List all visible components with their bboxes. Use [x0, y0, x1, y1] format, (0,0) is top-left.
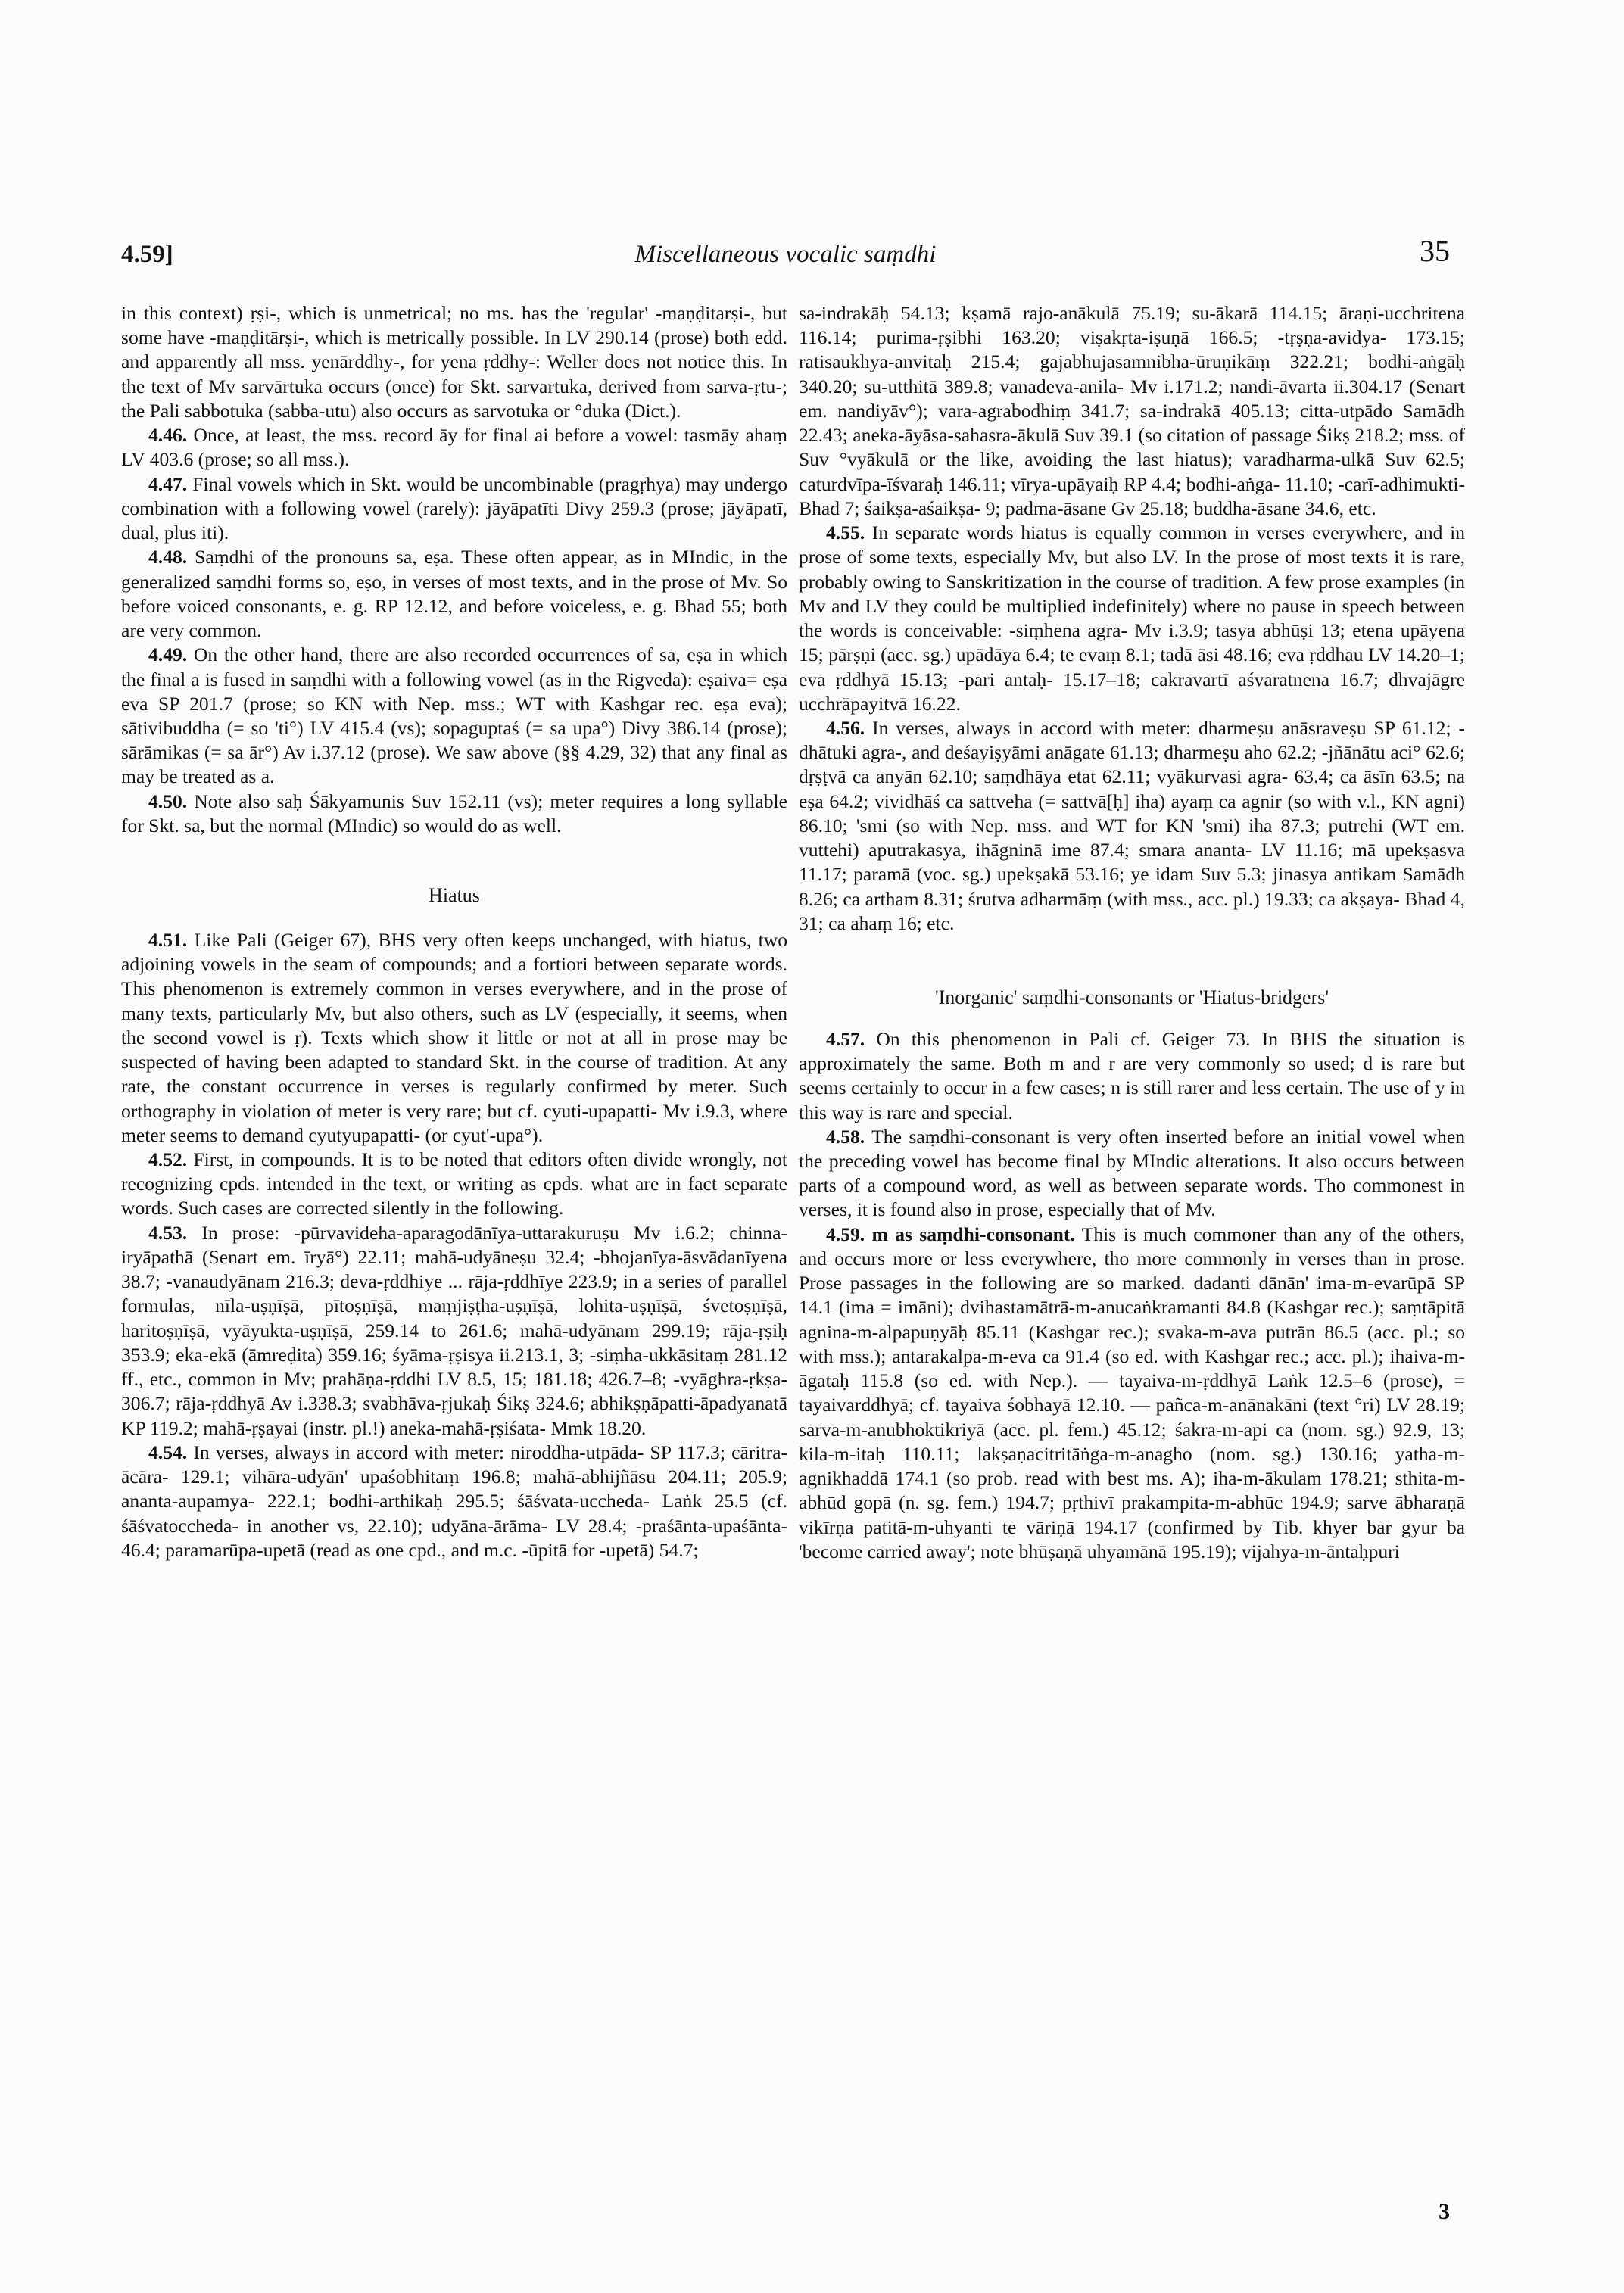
paragraph-number: 4.52.: [148, 1148, 188, 1171]
paragraph-4-54: [121, 1441, 787, 1562]
paragraph-text: The saṃdhi-consonant is very often inserted before an initial vowel when the preceding vowel has become final by MIndic alterations. It also occurs between parts of a compound word, as well as between separate words. Tho commonest in verses, it is found also in prose, especially that of Mv.: [799, 1125, 1465, 1221]
paragraph-number: 4.57.: [826, 1027, 865, 1050]
paragraph-number: 4.59.: [826, 1223, 865, 1245]
paragraph-4-46: [121, 423, 787, 472]
paragraph-heading: m as saṃdhi-consonant.: [871, 1223, 1075, 1245]
paragraph-4-51: [121, 928, 787, 1148]
paragraph-text: First, in compounds. It is to be noted that editors often divide wrongly, not recognizing cpds. intended in the text, or writing as cpds. what are in fact separate words. Such cases are corrected silently in the following.: [121, 1148, 787, 1220]
paragraph-number: 4.56.: [826, 716, 865, 739]
paragraph-text: Final vowels which in Skt. would be uncombinable (pragṛhya) may undergo combination with a following vowel (rarely): jāyāpatīti Divy 259.3 (prose; jāyāpatī, dual, plus iti).: [121, 472, 787, 544]
section-heading-inorganic: 'Inorganic' saṃdhi-consonants or 'Hiatus-bridgers': [934, 986, 1329, 1009]
paragraph-text: In verses, always in accord with meter: niroddha-utpāda- SP 117.3; cāritra-ācāra- 129.1; vihāra-udyān' upaśobhitaṃ 196.8; mahā-abhijñāsu 204.11; 205.9; ananta-aupamya- 222.1; bodhi-arthikaḥ 295.5; śāśvata-uccheda- Laṅk 25.5 (cf. śāśvatoccheda- in another vs, 22.10); udyāna-ārāma- LV 28.4; -praśānta-upaśānta- 46.4; paramarūpa-upetā (read as one cpd., and m.c. -ūpitā for -upetā) 54.7;: [121, 1441, 787, 1561]
section-heading-hiatus: Hiatus: [429, 884, 480, 907]
paragraph-4-49: [121, 643, 787, 789]
paragraph-number: 4.58.: [826, 1125, 865, 1148]
left-column: [121, 301, 787, 1562]
paragraph-continued: in this context) ṛṣi-, which is unmetrical; no ms. has the 'regular' -maṇḍitarṣi-, but some have -maṇḍitārṣi-, which is metrically possible. In LV 290.14 (prose) both edd. and apparently all mss. yenārddhy-, for yena ṛddhy-: Weller does not notice this. In the text of Mv sarvārtuka occurs (once) for Skt. sarvartuka, derived from sarva-ṛtu-; the Pali sabbotuka (sabba-utu) also occurs as sarvotuka or °duka (Dict.).: [121, 302, 787, 422]
paragraph-number: 4.55.: [826, 522, 865, 544]
paragraph-number: 4.51.: [148, 928, 188, 951]
running-header: [121, 234, 1450, 286]
paragraph-4-52: [121, 1148, 787, 1221]
paragraph-4-53: [121, 1221, 787, 1441]
paragraph-number: 4.47.: [148, 472, 188, 495]
paragraph-text: In prose: -pūrvavideha-aparagodānīya-uttarakuruṣu Mv i.6.2; chinna-iryāpathā (Senart em. īryā°) 22.11; mahā-udyāneṣu 32.4; -bhojanīya-āsvādanīyena 38.7; -vanaudyānam 216.3; deva-ṛddhiye ... rāja-ṛddhīye 223.9; in a series of parallel formulas, nīla-uṣṇīṣā, pītoṣṇīṣā, maṃjiṣṭha-uṣṇīṣā, lohita-uṣṇīṣā, śvetoṣṇīṣā, haritoṣṇīṣā, vyāyukta-uṣṇīṣā, 259.14 to 261.6; mahā-udyānam 299.19; rāja-ṛṣiḥ 353.9; eka-ekā (āmreḍita) 359.16; śyāma-ṛṣisya ii.213.1, 3; -siṃha-ukkāsitaṃ 281.12 ff., etc., common in Mv; prahāṇa-ṛddhi LV 8.5, 15; 181.18; 426.7–8; -vyāghra-ṛkṣa- 306.7; rāja-ṛddhyā Av i.338.3; svabhāva-ṛjukaḥ Śikṣ 324.6; abhikṣṇāpatti-āpadyanatā KP 119.2; mahā-ṛṣayai (instr. pl.!) aneka-mahā-ṛṣiśata- Mmk 18.20.: [121, 1221, 787, 1439]
paragraph-4-55: [799, 521, 1465, 716]
paragraph-text: Note also saḥ Śākyamunis Suv 152.11 (vs); meter requires a long syllable for Skt. sa, but the normal (MIndic) so would do as well.: [121, 790, 787, 837]
paragraph-4-50: [121, 790, 787, 838]
page-number: 35: [1420, 234, 1450, 268]
paragraph-number: 4.54.: [148, 1441, 188, 1463]
paragraph-text: Saṃdhi of the pronouns sa, eṣa. These often appear, as in MIndic, in the generalized saṃdhi forms so, eṣo, in verses of most texts, and in the prose of Mv. So before voiced consonants, e. g. RP 12.12, and before voiceless, e. g. Bhad 55; both are very common.: [121, 546, 787, 642]
paragraph-4-59: [799, 1223, 1465, 1564]
paragraph-text: On this phenomenon in Pali cf. Geiger 73. In BHS the situation is approximately the same. Both m and r are very commonly so used; d is rare but seems certainly to occur in a few cases; n is still rarer and less certain. The use of y in this way is rare and special.: [799, 1027, 1465, 1123]
paragraph-number: 4.46.: [148, 424, 188, 447]
paragraph-number: 4.50.: [148, 790, 188, 812]
paragraph-text: In separate words hiatus is equally common in verses everywhere, and in prose of some texts, especially Mv, but also LV. In the prose of most texts it is rare, probably owing to Sanskritization in the course of tradition. A few prose examples (in Mv and LV they could be multiplied indefinitely) where no pause in speech between the words is conceivable: -siṃhena agra- Mv i.3.9; tasya abhūṣi 13; etena upāyena 15; pārṣṇi (acc. sg.) upādāya 6.4; te evaṃ 8.1; tadā āsi 48.16; eva ṛddhau LV 14.20–1; eva ṛddhyā 15.13; -pari antaḥ- 15.17–18; cakravartī aśvaratnena 16.7; dhvajāgre ucchrāpayitvā 16.22.: [799, 522, 1465, 715]
section-marker: 4.59]: [121, 241, 173, 268]
paragraph-4-58: [799, 1125, 1465, 1223]
paragraph-text: Once, at least, the mss. record āy for final ai before a vowel: tasmāy ahaṃ LV 403.6 (prose; so all mss.).: [121, 424, 787, 471]
paragraph-text: This is much commoner than any of the others, and occurs more or less everywhere, tho more commonly in verses than in prose. Prose passages in the following are so marked. dadanti dānān' ima-m-evarūpā SP 14.1 (ima = imāni); dvihastamātrā-m-anucaṅkramanti 84.8 (Kashgar rec.); saṃtāpitā agnina-m-alpapuṇyāḥ 85.11 (Kashgar rec.); svaka-m-ava putrān 86.5 (acc. pl.; so with mss.); antarakalpa-m-eva ca 91.4 (so ed. with Kashgar rec.; acc. pl.); ihaiva-m-āgataḥ 115.8 (so ed. with Nep.). — tayaiva-m-ṛddhyā Laṅk 12.5–6 (prose), = tayaivarddhyā; cf. tayaiva śobhayā 12.10. — pañca-m-anānakāni (text °ri) LV 28.19; sarva-m-anubhoktikriyā (acc. pl. fem.) 45.12; śakra-m-api ca (nom. sg.) 92.9, 13; kila-m-itaḥ 110.11; lakṣaṇacitritāṅga-m-anagho (nom. sg.) 130.16; yatha-m-agnikhaddā 174.1 (so prob. read with best ms. A); iha-m-ākulam 178.21; sthita-m-abhūd gopā (n. sg. fem.) 194.7; pṛthivī prakampita-m-abhūc 194.9; sarve ābharaṇā vikīrṇa patitā-m-uhyanti te vāriṇā 194.17 (confirmed by Tib. khyer bar gyur ba 'become carried away'; note bhūṣaṇā uhyamānā 195.19); vijahya-m-āntaḥpuri: [799, 1223, 1465, 1562]
paragraph-text: In verses, always in accord with meter: dharmeṣu anāsraveṣu SP 61.12; -dhātuki agra-, and deśayiṣyāmi anāgate 61.13; dharmeṣu aho 62.2; -jñānātu aci° 62.6; dṛṣṭvā ca anyān 62.10; saṃdhāya etat 62.11; vyākurvasi agra- 63.4; ca āsīn 63.5; na eṣa 64.2; vividhāś ca sattveha (= sattvā[ḥ] iha) ayaṃ ca agnir (so with v.l., KN agni) 86.10; 'smi (so with Nep. mss. and WT for KN 'smi) iha 87.3; putrehi (WT em. vuttehi) aputrakasya, ihāgninā ime 87.4; smara ananta- LV 11.16; mā upekṣasva 11.17; paramā (voc. sg.) upekṣakā 53.16; ye idam Suv 5.3; jinasya antikam Samādh 8.26; ca artham 8.31; śrutva adharmāṃ (with mss., acc. pl.) 19.33; ca akṣaya- Bhad 4, 31; ca ahaṃ 16; etc.: [799, 716, 1465, 934]
paragraph-number: 4.53.: [148, 1221, 188, 1244]
paragraph-number: 4.49.: [148, 643, 188, 666]
paragraph-continued: sa-indrakāḥ 54.13; kṣamā rajo-anākulā 75.19; su-ākarā 114.15; āraṇi-ucchritena 116.14; purima-ṛṣibhi 163.20; viṣakṛta-iṣuṇā 166.5; -tṛṣṇa-avidya- 173.15; ratisaukhya-anvitaḥ 215.4; gajabhujasamnibha-ūruṇikāṃ 322.21; bodhi-aṅgāḥ 340.20; su-utthitā 389.8; vanadeva-anila- Mv i.171.2; nandi-āvarta ii.304.17 (Senart em. nandiyāv°); vara-agrabodhiṃ 341.7; sa-indrakā 405.13; citta-utpādo Samādh 22.43; aneka-āyāsa-sahasra-ākulā Suv 39.1 (so citation of passage Śikṣ 218.2; mss. of Suv °vyākulā or the like, avoiding the last hiatus); varadharma-ulkā Suv 62.5; caturdvīpa-īśvaraḥ 146.11; vīrya-upāyaiḥ RP 4.4; bodhi-aṅga- 11.10; -carī-adhimukti- Bhad 7; śaikṣa-aśaikṣa- 9; padma-āsane Gv 25.18; buddha-āsane 34.6, etc.: [799, 302, 1465, 519]
paragraph-4-47: [121, 472, 787, 546]
paragraph-4-56: [799, 716, 1465, 936]
paragraph-number: 4.48.: [148, 546, 188, 569]
paragraph-text: On the other hand, there are also recorded occurrences of sa, eṣa in which the final a is fused in saṃdhi with a following vowel (as in the Rigveda): eṣaiva= eṣa eva SP 201.7 (prose; so KN with Nep. mss.; WT with Kashgar rec. eṣa eva); sātivibuddha (= so 'ti°) LV 415.4 (vs); sopaguptaś (= sa upa°) Divy 386.14 (prose); sārāmikas (= sa ār°) Av i.37.12 (prose). We saw above (§§ 4.29, 32) that any final as may be treated as a.: [121, 643, 787, 788]
right-column: [799, 301, 1465, 1564]
paragraph-4-57: [799, 1027, 1465, 1125]
paragraph-4-48: [121, 545, 787, 643]
paragraph-text: Like Pali (Geiger 67), BHS very often keeps unchanged, with hiatus, two adjoining vowels in the seam of compounds; and a fortiori between separate words. This phenomenon is extremely common in verses everywhere, and in the prose of many texts, particularly Mv, but also others, such as LV (especially, it seems, when the second vowel is ṛ). Texts which show it little or not at all in prose may be suspected of having been adapted to standard Skt. in the course of tradition. At any rate, the constant occurrence in verses is regularly confirmed by meter. Such orthography in violation of meter is very rare; but cf. cyuti-upapatti- Mv i.9.3, where meter seems to demand cyutyupapatti- (or cyut'-upa°).: [121, 928, 787, 1146]
running-title: Miscellaneous vocalic saṃdhi: [634, 241, 937, 268]
signature-mark: 3: [1439, 2199, 1450, 2224]
